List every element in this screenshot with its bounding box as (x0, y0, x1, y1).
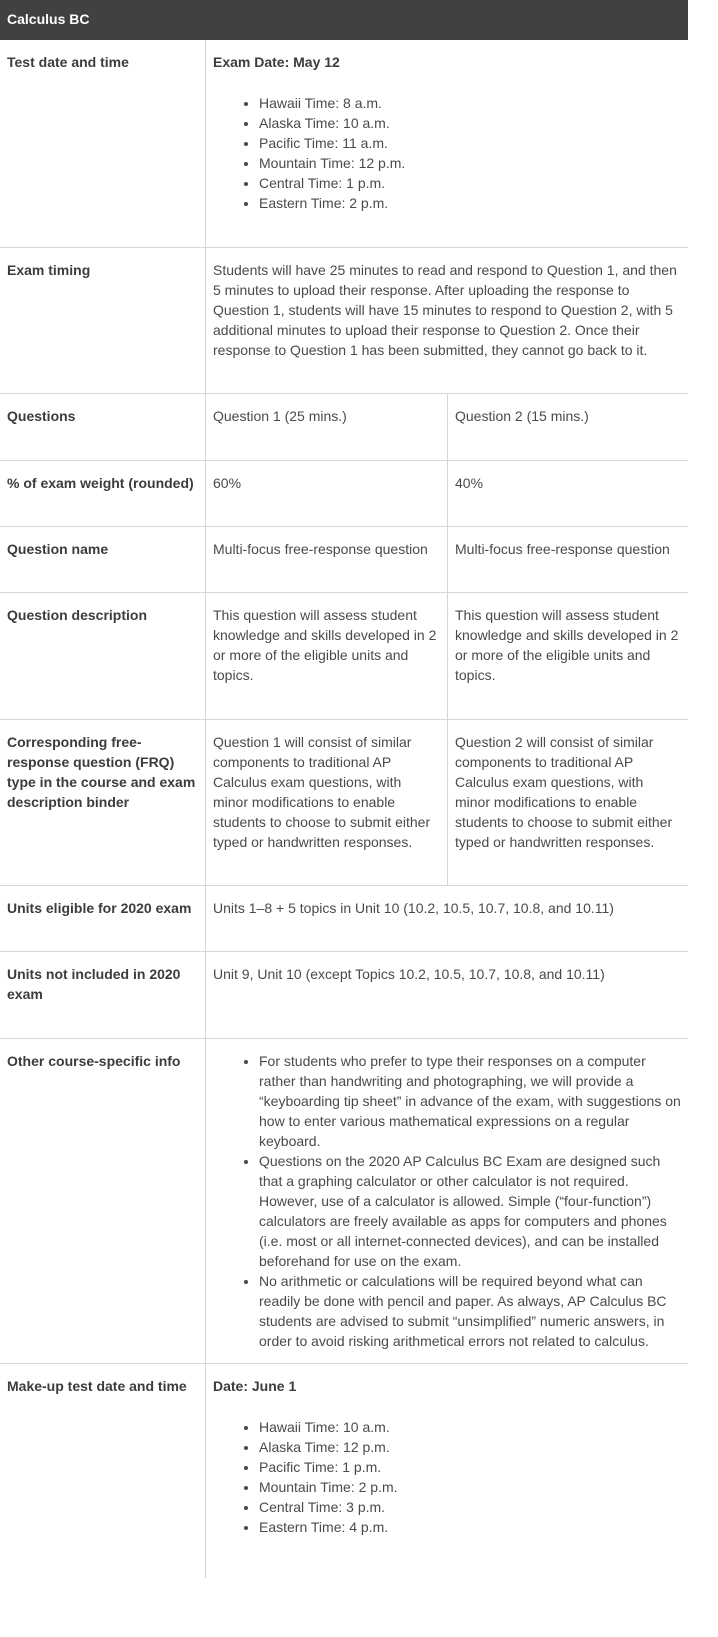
question-2-cell: This question will assess student knowledge and skills developed in 2 or more of the eligible units and topics. (447, 593, 688, 719)
question-1-cell: Question 1 (25 mins.) (213, 408, 347, 424)
row-label: Question description (0, 593, 206, 719)
time-list (213, 93, 681, 213)
question-2-cell: Question 2 (15 mins.) (447, 394, 688, 460)
row-label: Corresponding free-response question (FRQ) type in the course and exam description binder (0, 720, 206, 885)
row-question-description (0, 593, 688, 720)
list-item: • Mountain Time: 2 p.m. (259, 1477, 681, 1497)
row-label: % of exam weight (rounded) (0, 461, 206, 526)
row-label: Units not included in 2020 exam (0, 952, 206, 1038)
row-label: Make-up test date and time (0, 1364, 206, 1578)
list-item: • Hawaii Time: 10 a.m. (259, 1417, 681, 1437)
list-item: • Central Time: 3 p.m. (259, 1497, 681, 1517)
question-2-cell: 40% (447, 461, 688, 526)
question-1-cell: Question 1 will consist of similar components to traditional AP Calculus exam questions, with minor modifications to enable students to choose to submit either typed or handwritten responses. (213, 734, 431, 850)
row-value: Unit 9, Unit 10 (except Topics 10.2, 10.5, 10.7, 10.8, and 10.11) (213, 966, 605, 982)
time-list (213, 1417, 681, 1537)
table-title: Calculus BC (7, 11, 90, 27)
list-item: • Questions on the 2020 AP Calculus BC Exam are designed such that a graphing calculator or other calculator is not required. However, use of a calculator is allowed. Simple (“four-function”) calculators are freely available as apps for computers and phones (i.e. most or all internet-connected devices), and can be installed beforehand for use on the exam. (259, 1151, 681, 1271)
exam-date-title: Exam Date: May 12 (213, 54, 340, 70)
row-test-date (0, 40, 688, 248)
question-1-cell: Multi-focus free-response question (213, 541, 428, 557)
row-label: Units eligible for 2020 exam (0, 886, 206, 951)
row-exam-timing (0, 248, 688, 394)
row-weight (0, 461, 688, 527)
row-label: Test date and time (0, 40, 206, 247)
list-item: • Eastern Time: 4 p.m. (259, 1517, 681, 1537)
list-item: • Mountain Time: 12 p.m. (259, 153, 681, 173)
row-makeup-date (0, 1364, 688, 1578)
list-item: • For students who prefer to type their responses on a computer rather than handwriting and photographing, we will provide a “keyboarding tip sheet” in advance of the exam, with suggestions on how to enter various mathematical expressions on a regular keyboard. (259, 1051, 681, 1151)
row-label: Questions (0, 394, 206, 460)
makeup-date-title: Date: June 1 (213, 1378, 297, 1394)
question-2-cell: Multi-focus free-response question (447, 527, 688, 592)
row-label: Other course-specific info (0, 1039, 206, 1363)
row-value (206, 40, 688, 247)
table-header (0, 0, 688, 40)
row-label: Question name (0, 527, 206, 592)
question-1-cell: 60% (213, 475, 242, 491)
question-1-cell: This question will assess student knowledge and skills developed in 2 or more of the eligible units and topics. (213, 607, 437, 683)
row-units-eligible (0, 886, 688, 952)
list-item: • Pacific Time: 1 p.m. (259, 1457, 681, 1477)
question-2-cell: Question 2 will consist of similar components to traditional AP Calculus exam questions, with minor modifications to enable students to choose to submit either typed or handwritten responses. (447, 720, 688, 885)
list-item: • Hawaii Time: 8 a.m. (259, 93, 681, 113)
list-item: • Central Time: 1 p.m. (259, 173, 681, 193)
row-other-info (0, 1039, 688, 1364)
row-value (206, 1039, 688, 1363)
row-frq-type (0, 720, 688, 886)
list-item: • Alaska Time: 10 a.m. (259, 113, 681, 133)
row-question-name (0, 527, 688, 593)
list-item: • Eastern Time: 2 p.m. (259, 193, 681, 213)
info-list (213, 1051, 681, 1351)
row-value (206, 1364, 688, 1578)
row-questions (0, 394, 688, 461)
row-value: Units 1–8 + 5 topics in Unit 10 (10.2, 10.5, 10.7, 10.8, and 10.11) (213, 900, 614, 916)
row-value: Students will have 25 minutes to read and respond to Question 1, and then 5 minutes to upload their response. After uploading the response to Question 1, students will have 15 minutes to respond to Question 2, with 5 additional minutes to upload their response to Question 2. Once their response to Question 1 has been submitted, they cannot go back to it. (213, 262, 677, 358)
list-item: • Alaska Time: 12 p.m. (259, 1437, 681, 1457)
row-units-not-included (0, 952, 688, 1039)
list-item: • Pacific Time: 11 a.m. (259, 133, 681, 153)
list-item: • No arithmetic or calculations will be required beyond what can readily be done with pencil and paper. As always, AP Calculus BC students are advised to submit “unsimplified” numeric answers, in order to avoid risking arithmetical errors not related to calculus. (259, 1271, 681, 1351)
row-label: Exam timing (0, 248, 206, 393)
